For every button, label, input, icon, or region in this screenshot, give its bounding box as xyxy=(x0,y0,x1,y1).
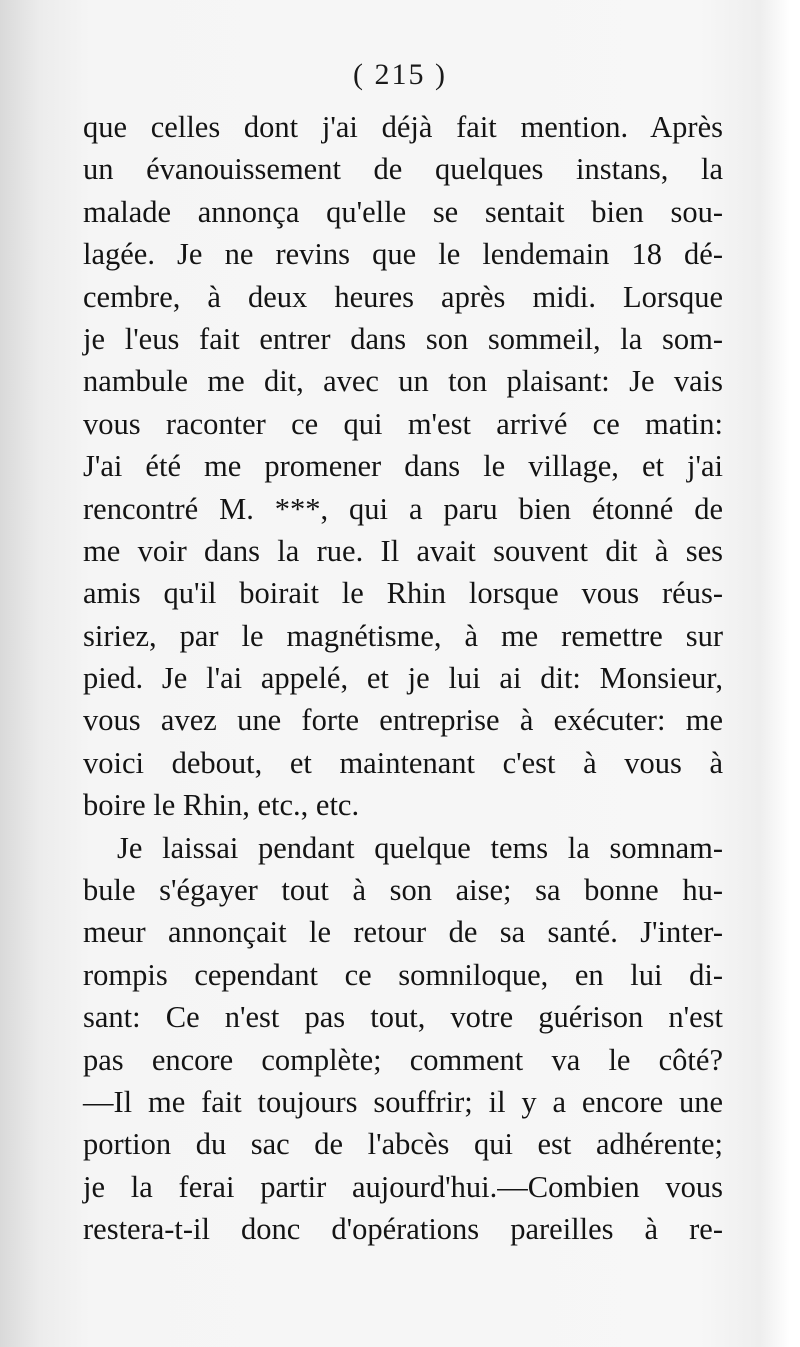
text-line: meur annonçait le retour de sa santé. J'inter- xyxy=(83,915,723,950)
text-line: un évanouissement de quelques instans, la xyxy=(83,152,723,187)
text-line: je l'eus fait entrer dans son sommeil, la som- xyxy=(83,321,723,356)
text-line: rompis cependant ce somniloque, en lui di- xyxy=(83,957,723,992)
text-line: rencontré M. ***, qui a paru bien étonné de xyxy=(83,491,723,526)
text-line: Je laissai pendant quelque tems la somnam- xyxy=(117,830,723,865)
text-line: malade annonça qu'elle se sentait bien sou- xyxy=(83,194,723,229)
text-line: amis qu'il boirait le Rhin lorsque vous réus- xyxy=(83,576,723,611)
text-line: portion du sac de l'abcès qui est adhérente; xyxy=(83,1127,723,1162)
text-line: —Il me fait toujours souffrir; il y a encore une xyxy=(83,1084,723,1119)
text-line: J'ai été me promener dans le village, et j'ai xyxy=(83,449,723,484)
text-line: vous avez une forte entreprise à exécuter: me xyxy=(83,703,723,738)
paragraph-1 xyxy=(83,106,723,827)
text-line: pied. Je l'ai appelé, et je lui ai dit: Monsieur, xyxy=(83,661,723,696)
paragraph-2 xyxy=(83,827,723,1251)
body-text xyxy=(83,106,723,1251)
text-line: cembre, à deux heures après midi. Lorsque xyxy=(83,279,723,314)
text-line: restera-t-il donc d'opérations pareilles à re- xyxy=(83,1212,723,1247)
text-line: boire le Rhin, etc., etc. xyxy=(83,788,360,823)
text-line: sant: Ce n'est pas tout, votre guérison n'est xyxy=(83,1000,723,1035)
text-line: nambule me dit, avec un ton plaisant: Je vais xyxy=(83,364,723,399)
text-line: pas encore complète; comment va le côté? xyxy=(83,1042,723,1077)
text-line: me voir dans la rue. Il avait souvent dit à ses xyxy=(83,533,723,568)
text-line: vous raconter ce qui m'est arrivé ce matin: xyxy=(83,406,723,441)
text-line: lagée. Je ne revins que le lendemain 18 dé- xyxy=(83,237,723,272)
text-line: je la ferai partir aujourd'hui.—Combien vous xyxy=(83,1169,723,1204)
text-line: voici debout, et maintenant c'est à vous à xyxy=(83,745,723,780)
page-number: ( 215 ) xyxy=(353,58,447,91)
text-line: bule s'égayer tout à son aise; sa bonne hu- xyxy=(83,873,723,908)
text-line: que celles dont j'ai déjà fait mention. Après xyxy=(83,110,723,144)
text-line: siriez, par le magnétisme, à me remettre sur xyxy=(83,618,723,653)
